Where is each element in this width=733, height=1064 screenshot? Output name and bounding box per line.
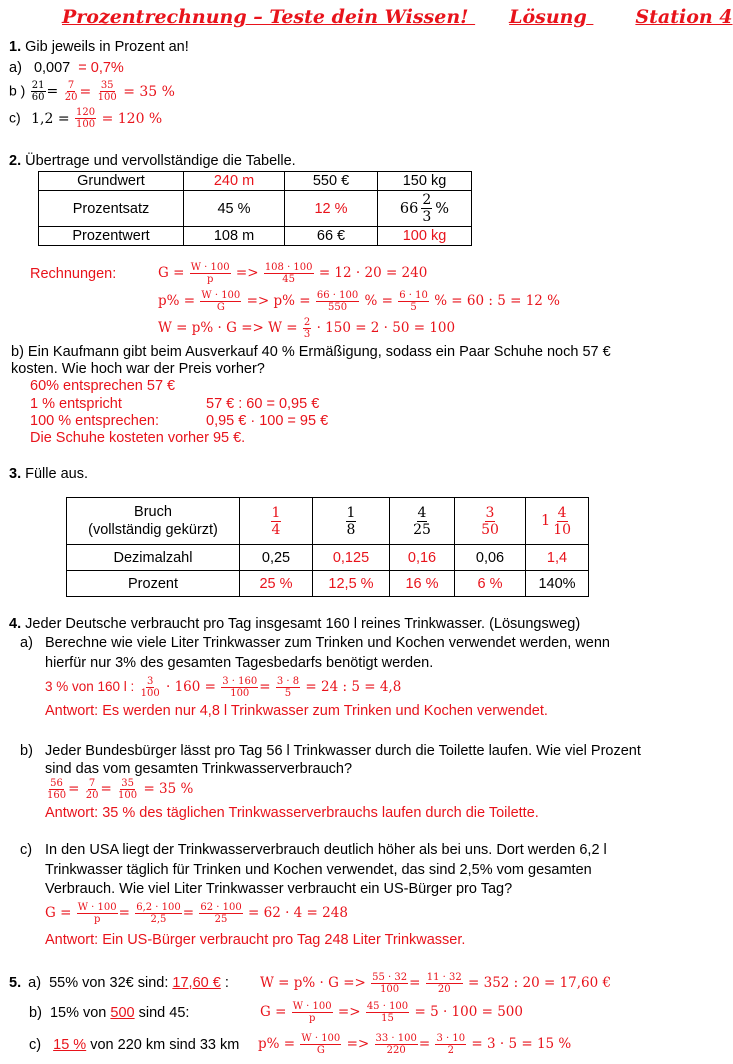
task1a-answer: = 0,7% (78, 60, 124, 76)
table-cell: Prozentsatz (39, 191, 184, 227)
table-cell: 25 % (240, 571, 313, 597)
percent-table (38, 171, 472, 246)
calc-line-3: W = p% · G => W = $\frac{2}{3}$ · 150 = 2 · 50 = 100 (158, 317, 456, 340)
task2b-text-line2: kosten. Wie hoch war der Preis vorher? (11, 361, 265, 377)
task3-number: 3. (9, 466, 22, 482)
task2-text: Übertrage und vervollständige die Tabelle. (25, 153, 296, 169)
task4c-text-line3: Verbrauch. Wie viel Liter Trinkwasser verbraucht ein US-Bürger pro Tag? (45, 881, 513, 897)
task4b-text-line2: sind das vom gesamten Trinkwasserverbrauch? (45, 761, 353, 777)
worksheet-title (62, 6, 733, 28)
task3-heading (9, 466, 88, 482)
task2b-answer: Die Schuhe kosteten vorher 95 €. (30, 430, 246, 446)
task4a-label: a) (20, 635, 33, 651)
task1c-label: c) (9, 109, 21, 126)
table-row (39, 172, 472, 191)
table-row (67, 571, 589, 597)
table-cell: 108 m (184, 227, 285, 246)
table-cell: 12,5 % (313, 571, 390, 597)
fraction: $\frac{35}{100}$ (97, 80, 117, 103)
task1c (9, 107, 162, 130)
task1c-result: = 120 % (101, 110, 163, 127)
task2-heading (9, 153, 296, 169)
task5c-answer: 15 % (53, 1037, 87, 1053)
task2b-text-line1: b) Ein Kaufmann gibt beim Ausverkauf 40 % Ermäßigung, sodass ein Paar Schuhe noch 57 € (11, 344, 611, 360)
table-row (39, 227, 472, 246)
table-cell: 1,4 (526, 545, 589, 571)
calculations-label: Rechnungen: (30, 266, 117, 282)
task4b-answer: Antwort: 35 % des täglichen Trinkwasserverbrauchs laufen durch die Toilette. (45, 805, 539, 821)
task4c-answer: Antwort: Ein US-Bürger verbraucht pro Tag 248 Liter Trinkwasser. (45, 932, 466, 948)
task2b-solution-2a: 1 % entspricht (30, 396, 122, 412)
task4a-answer: Antwort: Es werden nur 4,8 l Trinkwasser zum Trinken und Kochen verwendet. (45, 703, 548, 719)
calc-line-1: G = $\frac{W \cdot 100}{p}$ => $\frac{108 \cdot 100}{45}$ = 12 · 20 = 240 (158, 262, 428, 285)
task4c-text-line2: Trinkwasser täglich für Trinken und Kochen verwendet, das sind 2,5% vom gesamten (45, 862, 592, 878)
task5b-answer: 500 (110, 1005, 135, 1021)
task4-text: Jeder Deutsche verbraucht pro Tag insgesamt 160 l reines Trinkwasser. (Lösungsweg) (25, 616, 581, 632)
table-cell: 66 € (285, 227, 378, 246)
solution-label: Lösung (509, 6, 587, 28)
table-cell: 0,16 (390, 545, 455, 571)
fraction: $\frac{7}{20}$ (64, 80, 78, 103)
task4c-calc: G = $\frac{W \cdot 100}{p}$ = $\frac{6,2 \cdot 100}{2,5}$ = $\frac{62 \cdot 100}{25}$ = 62 · 4 = 248 (45, 902, 348, 925)
task4a-calc: 3 % von 160 l : $\frac{3}{100}$ · 160 = $\frac{3 \cdot 160}{100}$ = $\frac{3 \cdot 8}{5}$ = 24 : 5 = 4,8 (45, 676, 402, 699)
table-cell: 6 % (455, 571, 526, 597)
table-cell: 100 kg (378, 227, 472, 246)
task5c: c) 15 % von 220 km sind 33 km (29, 1037, 240, 1053)
task4a-text-line2: hierfür nur 3% des gesamten Tagesbedarfs benötigt werden. (45, 655, 434, 671)
task2b-solution-2b: 57 € : 60 = 0,95 € (206, 396, 320, 412)
task5b-calc: G = $\frac{W \cdot 100}{p}$ => $\frac{45 \cdot 100}{15}$ = 5 · 100 = 500 (260, 1001, 523, 1024)
task1b-label: b ) (9, 82, 26, 99)
table-cell: 16 % (390, 571, 455, 597)
task1a-value: 0,007 (33, 60, 71, 76)
task2b-solution-3a: 100 % entsprechen: (30, 413, 159, 429)
fraction-table (66, 497, 589, 597)
task5c-calc: p% = $\frac{W \cdot 100}{G}$ => $\frac{33 \cdot 100}{220}$ = $\frac{3 \cdot 10}{2}$ = 3 · 5 = 15 % (258, 1033, 572, 1056)
task4c-text-line1: In den USA liegt der Trinkwasserverbrauch deutlich höher als bei uns. Dort werden 6,2 l (45, 842, 607, 858)
task1-number: 1. (9, 39, 22, 55)
task4b-calc: $\frac{56}{160}$ = $\frac{7}{20}$ = $\frac{35}{100}$ = 35 % (47, 778, 194, 801)
task3-text: Fülle aus. (25, 466, 88, 482)
table-cell: 240 m (184, 172, 285, 191)
task2-number: 2. (9, 153, 22, 169)
table-row (39, 191, 472, 227)
table-cell: 150 kg (378, 172, 472, 191)
table-cell: 0,06 (455, 545, 526, 571)
table-cell: 1 $\frac{4}{10}$ (526, 498, 589, 545)
task1c-value: 1,2 = (31, 110, 70, 127)
task1a-label: a) (9, 60, 22, 76)
task4b-label: b) (20, 743, 33, 759)
table-cell: Prozentwert (39, 227, 184, 246)
task4a-text-line1: Berechne wie viele Liter Trinkwasser zum Trinken und Kochen verwendet werden, wenn (45, 635, 610, 651)
task4b-text-line1: Jeder Bundesbürger lässt pro Tag 56 l Trinkwasser durch die Toilette laufen. Wie viel Prozent (45, 743, 641, 759)
task2b-solution-3b: 0,95 € · 100 = 95 € (206, 413, 329, 429)
title-text: Prozentrechnung – Teste dein Wissen! (62, 6, 469, 28)
task5b: b) 15% von 500 sind 45: (29, 1005, 190, 1021)
table-row (67, 545, 589, 571)
station-label: Station 4 (635, 6, 733, 28)
table-cell: $\frac{1}{8}$ (313, 498, 390, 545)
table-cell: 0,25 (240, 545, 313, 571)
table-cell: $\frac{4}{25}$ (390, 498, 455, 545)
task5a: 5. a) 55% von 32€ sind: 17,60 € : (9, 975, 229, 991)
task4-heading (9, 616, 580, 632)
fraction: $\frac{120}{100}$ (76, 107, 96, 130)
table-cell: Dezimalzahl (67, 545, 240, 571)
table-cell: 0,125 (313, 545, 390, 571)
task1-heading (9, 39, 189, 55)
table-cell: $\frac{1}{4}$ (240, 498, 313, 545)
table-cell: $\frac{3}{50}$ (455, 498, 526, 545)
task1b-result: = 35 % (123, 83, 175, 100)
task4-number: 4. (9, 616, 22, 632)
table-cell: 140% (526, 571, 589, 597)
fraction: $\frac{21}{60}$ (31, 80, 45, 103)
task1-text: Gib jeweils in Prozent an! (25, 39, 189, 55)
task4c-label: c) (20, 842, 33, 858)
task2b-solution-1: 60% entsprechen 57 € (30, 378, 176, 394)
table-cell: Bruch (vollständig gekürzt) (67, 498, 240, 545)
table-cell: 45 % (184, 191, 285, 227)
table-cell: 66 $\frac{2}{3}$ % (378, 191, 472, 227)
table-cell: 550 € (285, 172, 378, 191)
task1b: b ) $\frac{21}{60}$ = $\frac{7}{20}$ = $\frac{35}{100}$ = 35 % (9, 80, 175, 103)
calc-line-2: p% = $\frac{W \cdot 100}{G}$ => p% = $\frac{66 \cdot 100}{550}$ % = $\frac{6 \cdot 10}{5}$ % = 60 : 5 = 12 % (158, 290, 560, 313)
table-cell: Grundwert (39, 172, 184, 191)
table-row (67, 498, 589, 545)
task5a-answer: 17,60 € (172, 975, 221, 991)
task1a (9, 60, 124, 76)
table-cell: 12 % (285, 191, 378, 227)
task5a-calc: W = p% · G => $\frac{55 \cdot 32}{100}$ = $\frac{11 \cdot 32}{20}$ = 352 : 20 = 17,60 € (260, 972, 612, 995)
table-cell: Prozent (67, 571, 240, 597)
task5-number: 5. (9, 975, 22, 991)
